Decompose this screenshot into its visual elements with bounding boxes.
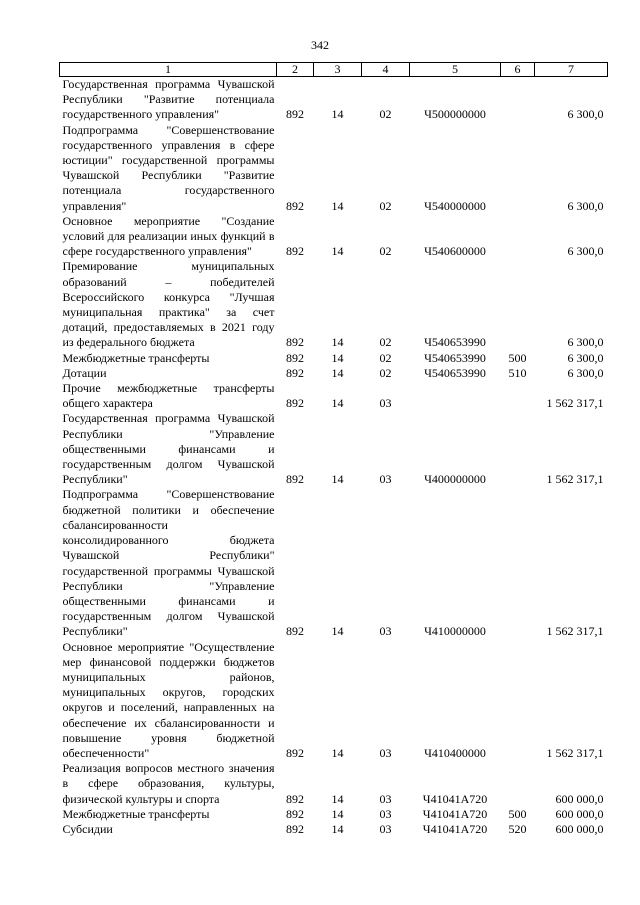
table-row: [60, 761, 608, 807]
row-expense-type: [501, 381, 535, 411]
header-col-5: 5: [410, 63, 501, 77]
row-subsection: 02: [379, 107, 392, 122]
row-gr-code: 892: [286, 821, 304, 836]
row-name: Подпрограмма "Совершенствование государственного управления в сфере юстиции" государственной программы Чувашской Республики "Развитие потенциала государственного управления": [62, 122, 275, 213]
row-subsection: 03: [379, 745, 392, 760]
table-row: [60, 214, 608, 260]
row-name: Основное мероприятие "Осуществление мер финансовой поддержки бюджетов муниципальных районов, муниципальных округов, городских округов и поселений, направленных на обеспечение их сбалансированности и повышение уровня бюджетной обеспеченности": [62, 639, 275, 760]
row-name: Государственная программа Чувашской Республики "Управление общественными финансами и государственным долгом Чувашской Республики": [62, 411, 275, 487]
row-target-article: Ч400000000: [424, 472, 486, 487]
row-name: Дотации: [62, 365, 107, 380]
row-section: 14: [331, 624, 344, 639]
row-target-article: Ч540000000: [424, 198, 486, 213]
header-row: [60, 63, 608, 77]
row-amount: 1 562 317,1: [546, 745, 604, 760]
table-row: [60, 351, 608, 366]
row-gr-code: 892: [286, 335, 304, 350]
row-gr-code: 892: [286, 107, 304, 122]
row-section: 14: [331, 107, 344, 122]
row-name: Прочие межбюджетные трансферты общего характера: [62, 381, 275, 411]
row-section: 14: [331, 745, 344, 760]
row-expense-type: [501, 487, 535, 639]
row-expense-type: [501, 411, 535, 487]
header-col-1: 1: [60, 63, 277, 77]
row-subsection: 03: [379, 472, 392, 487]
page-number: 342: [311, 38, 329, 52]
row-amount: 600 000,0: [555, 791, 604, 806]
row-amount: 1 562 317,1: [546, 624, 604, 639]
row-expense-type: 500: [508, 806, 527, 821]
row-expense-type: [501, 259, 535, 350]
table-row: [60, 411, 608, 487]
table-row: [60, 487, 608, 639]
row-subsection: 02: [379, 198, 392, 213]
header-col-2: 2: [277, 63, 314, 77]
row-section: 14: [331, 472, 344, 487]
row-subsection: 03: [379, 396, 392, 411]
row-amount: 1 562 317,1: [546, 472, 604, 487]
row-expense-type: 520: [508, 821, 527, 836]
row-gr-code: 892: [286, 745, 304, 760]
header-col-6: 6: [501, 63, 535, 77]
row-subsection: 02: [379, 335, 392, 350]
table-body: [60, 77, 608, 838]
row-target-article: Ч500000000: [424, 107, 486, 122]
row-section: 14: [331, 244, 344, 259]
row-amount: 6 300,0: [567, 335, 604, 350]
row-target-article: [410, 381, 501, 411]
row-target-article: Ч540600000: [424, 244, 486, 259]
row-target-article: Ч540653990: [424, 350, 486, 365]
row-section: 14: [331, 806, 344, 821]
row-expense-type: [501, 77, 535, 123]
header-col-4: 4: [362, 63, 410, 77]
row-gr-code: 892: [286, 244, 304, 259]
row-name: Реализация вопросов местного значения в сфере образования, культуры, физической культуры и спорта: [62, 761, 275, 806]
row-gr-code: 892: [286, 472, 304, 487]
table-row: [60, 123, 608, 214]
row-expense-type: 510: [508, 365, 527, 380]
row-name: Подпрограмма "Совершенствование бюджетной политики и обеспечение сбалансированности консолидированного бюджета Чувашской Республики" государственной программы Чувашской Республики "Управление общественными финансами и государственным долгом Чувашской Республики": [62, 487, 275, 639]
row-subsection: 02: [379, 365, 392, 380]
row-name: Субсидии: [62, 821, 113, 836]
row-subsection: 03: [379, 806, 392, 821]
header-col-3: 3: [314, 63, 362, 77]
table-row: [60, 381, 608, 411]
row-expense-type: [501, 761, 535, 807]
budget-table: [59, 62, 608, 837]
table-row: [60, 259, 608, 350]
row-section: 14: [331, 791, 344, 806]
row-section: 14: [331, 396, 344, 411]
header-col-7: 7: [535, 63, 608, 77]
row-expense-type: [501, 123, 535, 214]
row-target-article: Ч410000000: [424, 624, 486, 639]
row-amount: 600 000,0: [555, 821, 604, 836]
row-section: 14: [331, 335, 344, 350]
row-subsection: 02: [379, 244, 392, 259]
row-section: 14: [331, 365, 344, 380]
row-target-article: Ч41041А720: [422, 821, 488, 836]
row-expense-type: [501, 214, 535, 260]
row-target-article: Ч41041А720: [422, 806, 488, 821]
row-subsection: 03: [379, 624, 392, 639]
row-target-article: Ч41041А720: [422, 791, 488, 806]
table-row: [60, 640, 608, 762]
row-name: Межбюджетные трансферты: [62, 350, 210, 365]
row-amount: 6 300,0: [567, 244, 604, 259]
row-expense-type: 500: [508, 350, 527, 365]
row-gr-code: 892: [286, 624, 304, 639]
row-expense-type: [501, 640, 535, 762]
row-amount: 6 300,0: [567, 350, 604, 365]
row-amount: 1 562 317,1: [546, 396, 604, 411]
row-amount: 600 000,0: [555, 806, 604, 821]
row-gr-code: 892: [286, 365, 304, 380]
row-name: Государственная программа Чувашской Республики "Развитие потенциала государственного управления": [62, 77, 275, 122]
table-row: [60, 807, 608, 822]
table-row: [60, 822, 608, 837]
row-section: 14: [331, 198, 344, 213]
row-subsection: 02: [379, 350, 392, 365]
row-target-article: Ч410400000: [424, 745, 486, 760]
row-gr-code: 892: [286, 806, 304, 821]
row-gr-code: 892: [286, 791, 304, 806]
row-target-article: Ч540653990: [424, 365, 486, 380]
row-amount: 6 300,0: [567, 365, 604, 380]
row-section: 14: [331, 350, 344, 365]
table-row: [60, 366, 608, 381]
table-row: [60, 77, 608, 123]
row-name: Межбюджетные трансферты: [62, 806, 210, 821]
row-amount: 6 300,0: [567, 107, 604, 122]
row-amount: 6 300,0: [567, 198, 604, 213]
row-gr-code: 892: [286, 396, 304, 411]
row-gr-code: 892: [286, 350, 304, 365]
row-section: 14: [331, 821, 344, 836]
row-subsection: 03: [379, 821, 392, 836]
row-subsection: 03: [379, 791, 392, 806]
row-name: Премирование муниципальных образований – победителей Всероссийского конкурса "Лучшая муниципальная практика" за счет дотаций, предоставляемых в 2021 году из федерального бюджета: [62, 259, 275, 350]
row-gr-code: 892: [286, 198, 304, 213]
row-target-article: Ч540653990: [424, 335, 486, 350]
row-name: Основное мероприятие "Создание условий для реализации иных функций в сфере государственного управления": [62, 213, 275, 259]
